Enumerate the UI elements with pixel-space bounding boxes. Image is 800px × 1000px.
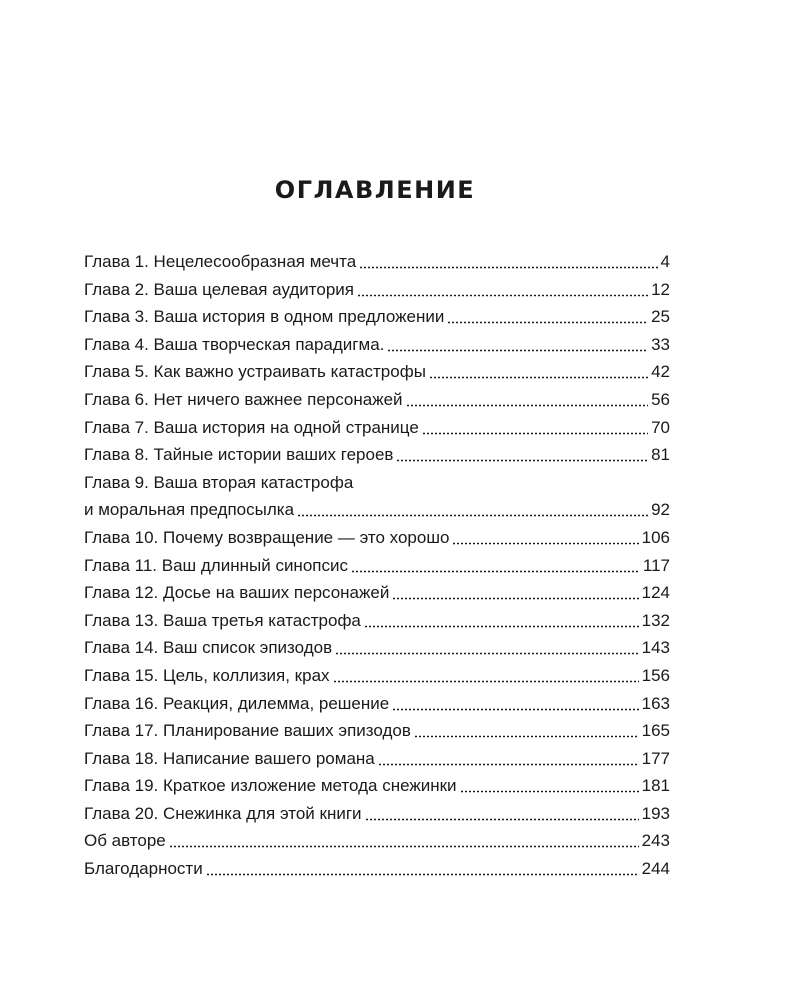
toc-entry-title-line2: и моральная предпосылка <box>84 500 295 520</box>
toc-entry-page: 92 <box>651 500 670 520</box>
dot-leader <box>387 335 648 352</box>
toc-entry-chapter-20 <box>84 800 670 828</box>
dot-leader <box>297 500 648 517</box>
toc-entry-page: 243 <box>641 831 670 851</box>
toc-entry-page: 56 <box>651 389 670 409</box>
dot-leader <box>351 556 640 573</box>
toc-entry-chapter-14 <box>84 634 670 662</box>
toc-entry-title: Глава 19. Краткое изложение метода снежинки <box>84 776 457 796</box>
toc-list <box>84 248 670 883</box>
toc-entry-title-line1: Глава 9. Ваша вторая катастрофа <box>84 472 354 492</box>
dot-leader <box>447 307 648 324</box>
toc-entry-chapter-18 <box>84 745 670 773</box>
toc-entry-acknowledgements <box>84 855 670 883</box>
dot-leader <box>206 859 639 876</box>
toc-entry-page: 25 <box>651 307 670 327</box>
toc-entry-title: Глава 16. Реакция, дилемма, решение <box>84 693 390 713</box>
toc-entry-page: 81 <box>651 445 670 465</box>
toc-entry-title: Глава 20. Снежинка для этой книги <box>84 803 362 823</box>
toc-entry-title: Глава 10. Почему возвращение — это хорошо <box>84 527 450 547</box>
toc-entry-title: Благодарности <box>84 859 203 879</box>
toc-entry-page: 177 <box>641 748 670 768</box>
toc-entry-page: 117 <box>642 555 670 575</box>
toc-entry-title: Глава 8. Тайные истории ваших героев <box>84 445 394 465</box>
toc-entry-about-author <box>84 827 670 855</box>
dot-leader <box>364 611 639 628</box>
toc-entry-title: Глава 14. Ваш список эпизодов <box>84 638 333 658</box>
dot-leader <box>378 749 639 766</box>
toc-entry-title: Глава 18. Написание вашего романа <box>84 748 375 768</box>
toc-entry-page: 70 <box>651 417 670 437</box>
dot-leader <box>396 445 648 462</box>
toc-entry-page: 244 <box>641 859 670 879</box>
toc-entry-title: Глава 13. Ваша третья катастрофа <box>84 610 361 630</box>
toc-entry-page: 124 <box>641 583 670 603</box>
toc-entry-title: Глава 4. Ваша творческая парадигма. <box>84 334 385 354</box>
toc-entry-page: 181 <box>641 776 670 796</box>
toc-entry-chapter-3 <box>84 303 670 331</box>
toc-entry-chapter-9 <box>84 469 670 524</box>
dot-leader <box>333 666 639 683</box>
dot-leader <box>359 252 657 269</box>
dot-leader <box>392 583 638 600</box>
toc-entry-title: Глава 7. Ваша история на одной странице <box>84 417 419 437</box>
toc-entry-page: 156 <box>641 665 670 685</box>
dot-leader <box>392 694 638 711</box>
toc-entry-chapter-2 <box>84 276 670 304</box>
toc-entry-chapter-12 <box>84 579 670 607</box>
dot-leader <box>365 804 639 821</box>
toc-entry-title: Глава 5. Как важно устраивать катастрофы <box>84 362 426 382</box>
toc-entry-chapter-15 <box>84 662 670 690</box>
toc-entry-title: Глава 12. Досье на ваших персонажей <box>84 583 390 603</box>
toc-entry-chapter-4 <box>84 331 670 359</box>
page-title: ОГЛАВЛЕНИЕ <box>274 176 476 204</box>
toc-entry-chapter-5 <box>84 358 670 386</box>
toc-entry-page: 143 <box>641 638 670 658</box>
toc-entry-title: Глава 2. Ваша целевая аудитория <box>84 279 355 299</box>
toc-entry-page: 42 <box>651 362 670 382</box>
dot-leader <box>357 280 648 297</box>
toc-entry-chapter-10 <box>84 524 670 552</box>
toc-entry-title: Глава 11. Ваш длинный синопсис <box>84 555 348 575</box>
toc-entry-title: Об авторе <box>84 831 166 851</box>
toc-entry-page: 106 <box>641 527 670 547</box>
toc-entry-page: 163 <box>641 693 670 713</box>
dot-leader <box>429 362 648 379</box>
toc-entry-chapter-19 <box>84 772 670 800</box>
toc-entry-chapter-11 <box>84 552 670 580</box>
dot-leader <box>460 776 639 793</box>
toc-entry-title: Глава 1. Нецелесообразная мечта <box>84 252 357 271</box>
toc-entry-page: 33 <box>651 334 670 354</box>
dot-leader <box>169 831 639 848</box>
toc-entry-page: 165 <box>641 721 670 741</box>
dot-leader <box>452 528 638 545</box>
dot-leader <box>406 390 649 407</box>
toc-entry-title: Глава 17. Планирование ваших эпизодов <box>84 721 411 741</box>
toc-entry-title: Глава 3. Ваша история в одном предложении <box>84 307 445 327</box>
dot-leader <box>335 638 638 655</box>
toc-entry-chapter-7 <box>84 414 670 442</box>
toc-entry-chapter-6 <box>84 386 670 414</box>
toc-entry-title: Глава 6. Нет ничего важнее персонажей <box>84 389 403 409</box>
dot-leader <box>414 721 639 738</box>
toc-entry-chapter-16 <box>84 690 670 718</box>
toc-entry-page: 132 <box>641 610 670 630</box>
toc-entry-chapter-1 <box>84 248 670 276</box>
toc-entry-chapter-8 <box>84 441 670 469</box>
toc-entry-page: 12 <box>651 279 670 299</box>
toc-entry-chapter-13 <box>84 607 670 635</box>
toc-entry-title: Глава 15. Цель, коллизия, крах <box>84 665 330 685</box>
toc-entry-page: 4 <box>660 252 670 271</box>
toc-entry-chapter-17 <box>84 717 670 745</box>
toc-entry-page: 193 <box>641 803 670 823</box>
dot-leader <box>422 418 648 435</box>
